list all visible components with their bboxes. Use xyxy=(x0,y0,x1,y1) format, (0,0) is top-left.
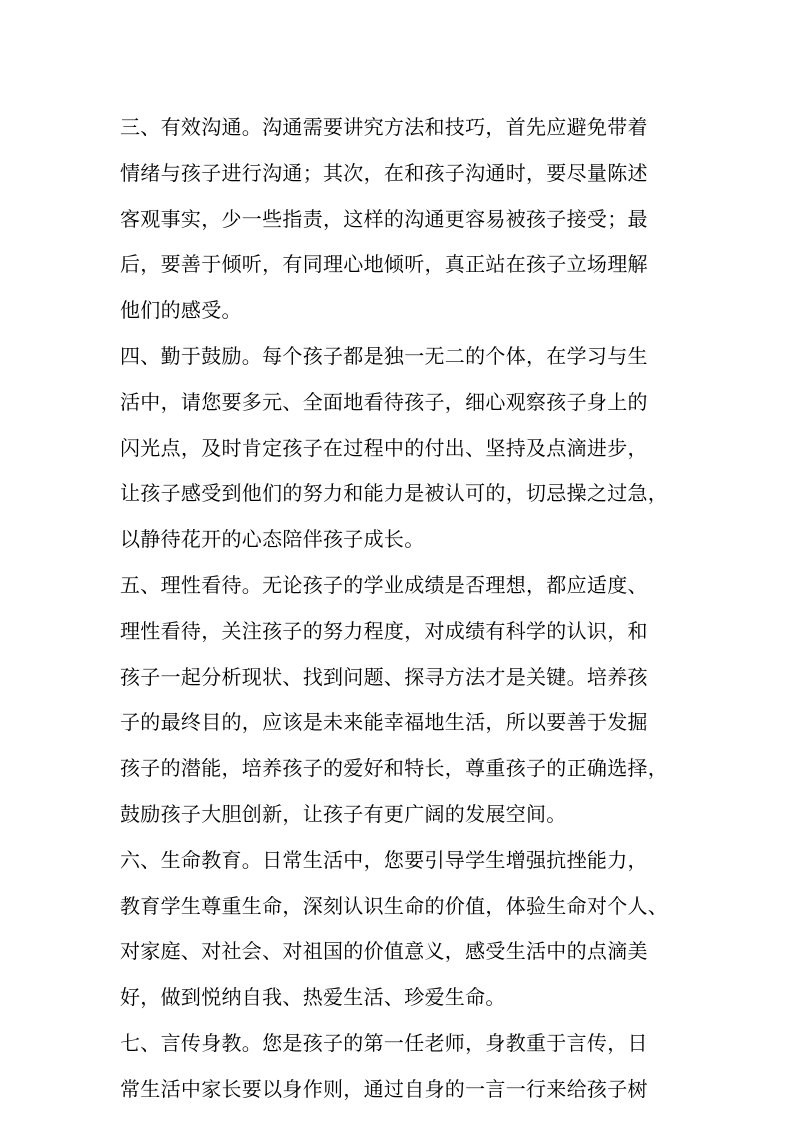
text-line: 七、言传身教。您是孩子的第一任老师，身教重于言传，日 xyxy=(120,1030,648,1055)
text-line: 后，要善于倾听，有同理心地倾听，真正站在孩子立场理解 xyxy=(120,252,648,277)
text-line: 他们的感受。 xyxy=(120,298,242,323)
text-line: 六、生命教育。日常生活中，您要引导学生增强抗挫能力， xyxy=(120,847,648,872)
text-line: 以静待花开的心态陪伴孩子成长。 xyxy=(120,527,425,552)
text-line: 闪光点，及时肯定孩子在过程中的付出、坚持及点滴进步， xyxy=(120,435,648,460)
text-line: 活中，请您要多元、全面地看待孩子，细心观察孩子身上的 xyxy=(120,389,648,414)
text-line: 让孩子感受到他们的努力和能力是被认可的，切忌操之过急， xyxy=(120,481,669,506)
text-line: 五、理性看待。无论孩子的学业成绩是否理想，都应适度、 xyxy=(120,572,648,597)
text-line: 对家庭、对社会、对祖国的价值意义，感受生活中的点滴美 xyxy=(120,939,648,964)
text-line: 四、勤于鼓励。每个孩子都是独一无二的个体，在学习与生 xyxy=(120,343,648,368)
text-line: 理性看待，关注孩子的努力程度，对成绩有科学的认识，和 xyxy=(120,618,648,643)
text-line: 子的最终目的，应该是未来能幸福地生活，所以要善于发掘 xyxy=(120,710,648,735)
text-line: 三、有效沟通。沟通需要讲究方法和技巧，首先应避免带着 xyxy=(120,115,648,139)
text-line: 常生活中家长要以身作则，通过自身的一言一行来给孩子树 xyxy=(120,1076,648,1101)
document-body xyxy=(120,105,680,1113)
text-line: 孩子的潜能，培养孩子的爱好和特长，尊重孩子的正确选择， xyxy=(120,756,669,781)
text-line: 孩子一起分析现状、找到问题、探寻方法才是关键。培养孩 xyxy=(120,664,648,689)
text-line: 教育学生尊重生命，深刻认识生命的价值，体验生命对个人、 xyxy=(120,893,669,918)
text-line: 情绪与孩子进行沟通；其次，在和孩子沟通时，要尽量陈述 xyxy=(120,160,648,185)
text-line: 客观事实，少一些指责，这样的沟通更容易被孩子接受；最 xyxy=(120,206,648,231)
text-line: 鼓励孩子大胆创新，让孩子有更广阔的发展空间。 xyxy=(120,801,567,826)
text-line: 好，做到悦纳自我、热爱生活、珍爱生命。 xyxy=(120,985,506,1010)
